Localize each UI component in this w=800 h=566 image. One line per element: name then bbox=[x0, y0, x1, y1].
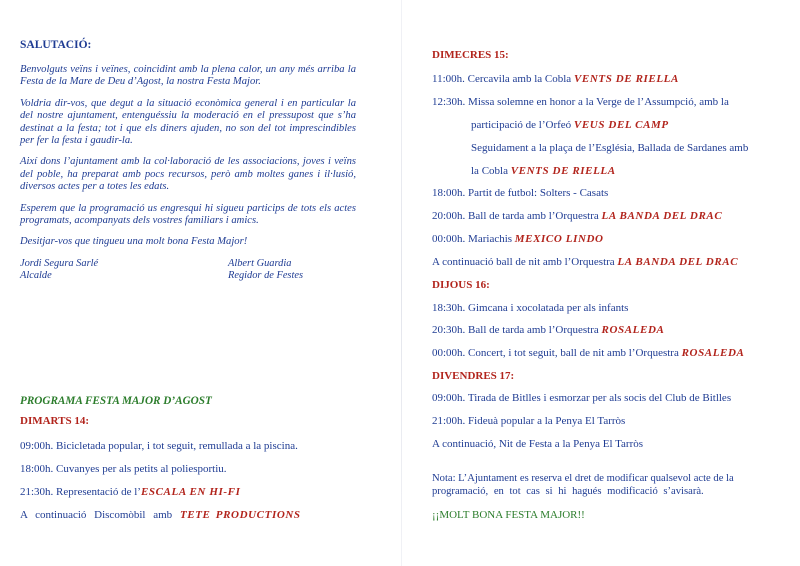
paragraph: Així dons l’ajuntament amb la col·laboració de les associacions, joves i veïns del poble, ha preparat amb pocs recursos, però amb moltes ganes i il·lusió, diversos actes per a totes les edats. bbox=[20, 156, 356, 193]
event-line: 18:00h. Cuvanyes per als petits al poliesportiu. bbox=[20, 463, 227, 475]
event-line: 20:00h. Ball de tarda amb l’Orquestra LA BANDA DEL DRAC bbox=[432, 210, 723, 222]
signature-name: Jordi Segura Sarlé bbox=[20, 258, 99, 269]
event-line: 20:30h. Ball de tarda amb l’Orquestra ROSALEDA bbox=[432, 324, 665, 336]
band-name: MEXICO LINDO bbox=[514, 233, 604, 245]
event-line: 09:00h. Tirada de Bitlles i esmorzar per als socis del Club de Bitlles bbox=[432, 392, 732, 404]
band-name: LA BANDA DEL DRAC bbox=[601, 210, 723, 222]
event-line: participació de l’Orfeó VEUS DEL CAMP bbox=[471, 119, 669, 131]
band-name: TETE PRODUCTIONS bbox=[179, 509, 301, 521]
event-line: A continuació ball de nit amb l’Orquestra LA BANDA DEL DRAC bbox=[432, 256, 739, 268]
event-line: 12:30h. Missa solemne en honor a la Verge de l’Assumpció, amb la bbox=[432, 96, 729, 108]
signature-role: Alcalde bbox=[20, 270, 52, 281]
event-line: A continuació, Nit de Festa a la Penya El Tarròs bbox=[432, 438, 644, 450]
day-heading-dimarts: DIMARTS 14: bbox=[20, 415, 89, 427]
signature-mayor bbox=[20, 258, 98, 282]
band-name: VENTS DE RIELLA bbox=[573, 73, 679, 85]
paragraph: Esperem que la programació us engresqui hi sigueu particips de tots els actes programats, acompanyats dels vostres familiars i amics. bbox=[20, 202, 356, 227]
event-line: 00:00h. Concert, i tot seguit, ball de nit amb l’Orquestra ROSALEDA bbox=[432, 347, 745, 359]
day-heading-divendres: DIVENDRES 17: bbox=[432, 370, 515, 382]
event-line: 21:00h. Fideuà popular a la Penya El Tarròs bbox=[432, 415, 626, 427]
event-line: la Cobla VENTS DE RIELLA bbox=[471, 165, 616, 177]
event-line: 18:30h. Gimcana i xocolatada per als infants bbox=[432, 302, 629, 314]
event-line: 18:00h. Partit de futbol: Solters - Casats bbox=[432, 187, 609, 199]
right-page bbox=[402, 0, 800, 566]
event-line: 00:00h. Mariachis MEXICO LINDO bbox=[432, 233, 604, 245]
program-title: PROGRAMA FESTA MAJOR D’AGOST bbox=[20, 395, 212, 407]
paragraph: Benvolguts veïns i veïnes, coincidint amb la plena calor, un any més arriba la Festa de la Mare de Deu d’Agost, la nostra Festa Major. bbox=[20, 64, 356, 88]
day-heading-dijous: DIJOUS 16: bbox=[432, 279, 490, 291]
day-heading-dimecres: DIMECRES 15: bbox=[432, 49, 509, 61]
band-name: VEUS DEL CAMP bbox=[573, 119, 669, 131]
event-line: Seguidament a la plaça de l’Església, Ballada de Sardanes amb bbox=[471, 142, 749, 154]
event-line: A continuació Discomòbil amb TETE PRODUCTIONS bbox=[20, 509, 301, 521]
event-line: 09:00h. Bicicletada popular, i tot seguit, remullada a la piscina. bbox=[20, 440, 298, 452]
band-name: ROSALEDA bbox=[681, 347, 745, 359]
band-name: ESCALA EN HI-FI bbox=[140, 486, 241, 498]
band-name: VENTS DE RIELLA bbox=[510, 165, 616, 177]
nota bbox=[432, 472, 762, 498]
signature-role: Regidor de Festes bbox=[228, 270, 304, 281]
salutacio-title: SALUTACIÓ: bbox=[20, 39, 92, 51]
nota-line: programació, en tot cas si hi hagués modificació s’avisarà. bbox=[432, 486, 704, 497]
nota-line: Nota: L’Ajuntament es reserva el dret de modificar qualsevol acte de la bbox=[432, 473, 734, 484]
salutacio-text bbox=[20, 64, 356, 258]
band-name: ROSALEDA bbox=[601, 324, 665, 336]
signature-councillor bbox=[228, 258, 303, 282]
event-line: 11:00h. Cercavila amb la Cobla VENTS DE RIELLA bbox=[432, 73, 679, 85]
signature-name: Albert Guardia bbox=[228, 258, 292, 269]
paragraph: Voldria dir-vos, que degut a la situació econòmica general i en particular la del nostre ajuntament, entenguéssiu la moderació en el pressupost que s’ha destinat a la festa; tot i que els diners ajuden, no son del tot imprescindibles per fer la festa i gaudir-la. bbox=[20, 97, 356, 147]
event-line: 21:30h. Representació de l’ESCALA EN HI-FI bbox=[20, 486, 241, 498]
closing-greeting: ¡¡MOLT BONA FESTA MAJOR!! bbox=[432, 509, 585, 521]
band-name: LA BANDA DEL DRAC bbox=[617, 256, 739, 268]
paragraph: Desitjar-vos que tingueu una molt bona Festa Major! bbox=[20, 236, 248, 248]
